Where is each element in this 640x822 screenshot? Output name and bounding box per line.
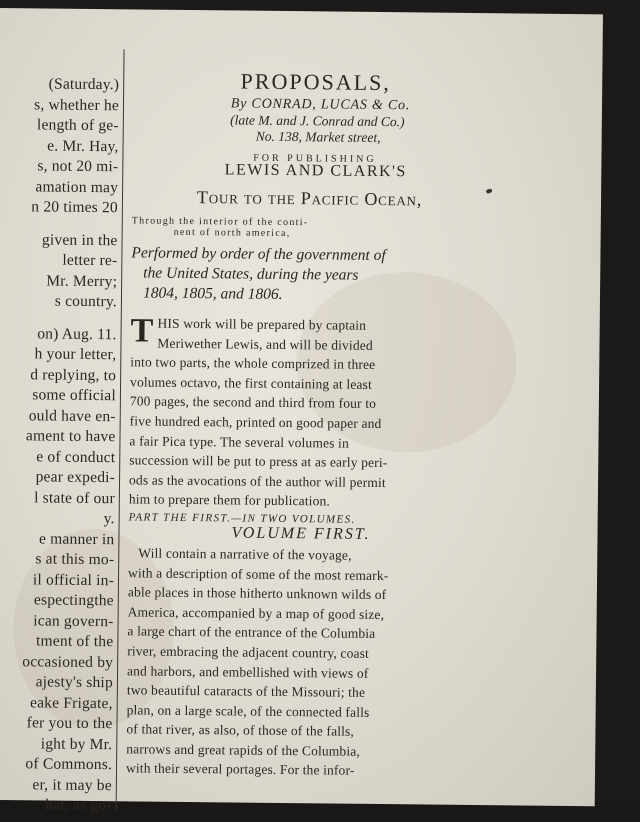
proposals-heading: PROPOSALS, — [240, 68, 391, 96]
left-column-line: e manner in — [38, 529, 115, 548]
left-column-line: (Saturday.) — [48, 75, 120, 94]
volume-line: with a description of some of the most remark- — [128, 564, 389, 583]
left-column-line: occasioned by — [22, 652, 114, 671]
volume-line: Will contain a narrative of the voyage, — [138, 545, 352, 563]
intro-line: ods as the avocations of the author will permit — [128, 472, 386, 490]
for-publishing-line: FOR PUBLISHING — [253, 152, 377, 165]
performed-line: 1804, 1805, and 1806. — [142, 284, 283, 303]
volume-line: with their several portages. For the infor- — [125, 760, 355, 779]
left-column-line: ament to have — [25, 427, 116, 446]
volume-line: river, embracing the adjacent country, coast — [127, 643, 370, 661]
left-column-line: h your letter, — [34, 345, 117, 364]
intro-line: volumes octavo, the first containing at least — [130, 374, 372, 392]
performed-line: Performed by order of the government of — [131, 244, 386, 265]
left-column-line: of Commons. — [25, 755, 113, 774]
proposals-article — [126, 67, 478, 782]
volume-first-heading: VOLUME FIRST. — [231, 524, 371, 543]
left-column-line: amation may — [35, 177, 119, 196]
left-column-line: n 20 times 20 — [31, 198, 119, 217]
tour-title: Tour to the Pacific Ocean, — [196, 187, 423, 210]
performed-line: the United States, during the years — [143, 264, 359, 284]
left-column-line: hat, as go- — [45, 796, 112, 815]
left-column-line: s country. — [54, 292, 118, 311]
left-column-line: l state of our — [34, 488, 115, 507]
lewis-clark-title: LEWIS AND CLARK'S — [224, 161, 407, 181]
intro-line: him to prepare them for publication. — [128, 491, 331, 509]
intro-line: succession will be put to press at as early peri- — [129, 452, 388, 471]
left-column-line: length of ge- — [36, 116, 119, 135]
left-column-line: s, whether he — [34, 95, 120, 114]
intro-line: Meriwether Lewis, and will be divided — [157, 335, 373, 353]
subtitle-line-1: Through the interior of the conti- — [131, 215, 309, 229]
volume-line: able places in those hitherto unknown wilds of — [127, 584, 387, 603]
left-column-line: s at this mo- — [35, 550, 115, 569]
subtitle-line-2: nent of north america, — [173, 226, 291, 240]
left-column-line: ould have en- — [28, 406, 116, 425]
left-column-line: ight by Mr. — [40, 734, 113, 753]
left-column-line: s, not 20 mi- — [37, 157, 119, 176]
left-column-line: on) Aug. 11. — [37, 324, 117, 343]
left-column-line: er, it may be — [32, 775, 112, 794]
left-column-line: d replying, to — [30, 365, 117, 384]
part-first-line: PART THE FIRST.—IN TWO VOLUMES. — [128, 511, 356, 526]
volume-line: a large chart of the entrance of the Columbia — [127, 623, 376, 642]
volume-line: America, accompanied by a map of good size, — [127, 604, 385, 622]
publisher-line: By CONRAD, LUCAS & Co. — [230, 96, 411, 114]
left-column-line: espectingthe — [33, 591, 114, 610]
left-column-line: fer you to the — [26, 714, 113, 733]
volume-line: of that river, as also, of those of the falls, — [126, 721, 355, 740]
volume-line: narrows and great rapids of the Columbia, — [126, 741, 361, 759]
volume-line: plan, on a large scale, of the connected falls — [126, 702, 370, 720]
newspaper-page — [0, 8, 603, 815]
left-column-line: e of conduct — [36, 447, 116, 466]
left-column-line: il official in- — [32, 570, 115, 589]
intro-line: 700 pages, the second and third from four to — [129, 393, 377, 412]
left-column-line: ajesty's ship — [35, 673, 114, 692]
intro-line: into two parts, the whole comprized in three — [130, 354, 376, 373]
intro-line: five hundred each, printed on good paper and — [129, 413, 382, 431]
drop-cap: T — [130, 312, 154, 350]
left-column-line: ican govern- — [33, 611, 114, 630]
left-column-line: some official — [32, 386, 117, 405]
volume-line: two beautiful cataracts of the Missouri; the — [126, 682, 366, 700]
left-column-text — [0, 74, 119, 817]
left-column-line: pear expedi- — [35, 468, 116, 487]
intro-line: a fair Pica type. The several volumes in — [129, 432, 349, 451]
left-column-line: y. — [103, 510, 115, 528]
left-column-line: Mr. Merry; — [46, 271, 118, 290]
left-column-line: given in the — [41, 230, 118, 249]
left-column-line: e. Mr. Hay, — [47, 137, 119, 155]
performed-by-paragraph — [131, 243, 477, 307]
left-column-line: eake Frigate, — [29, 693, 113, 712]
left-column-line: tment of the — [35, 632, 114, 651]
former-publisher-line: (late M. and J. Conrad and Co.) — [230, 112, 405, 130]
address-line: No. 138, Market street, — [255, 128, 381, 145]
ink-mark — [486, 188, 493, 194]
volume-first-paragraph — [126, 543, 473, 782]
volume-line: and harbors, and embellished with views of — [126, 662, 369, 681]
intro-line: HIS work will be prepared by captain — [157, 315, 367, 333]
intro-paragraph — [129, 313, 476, 513]
left-column-line: letter re- — [62, 251, 118, 270]
